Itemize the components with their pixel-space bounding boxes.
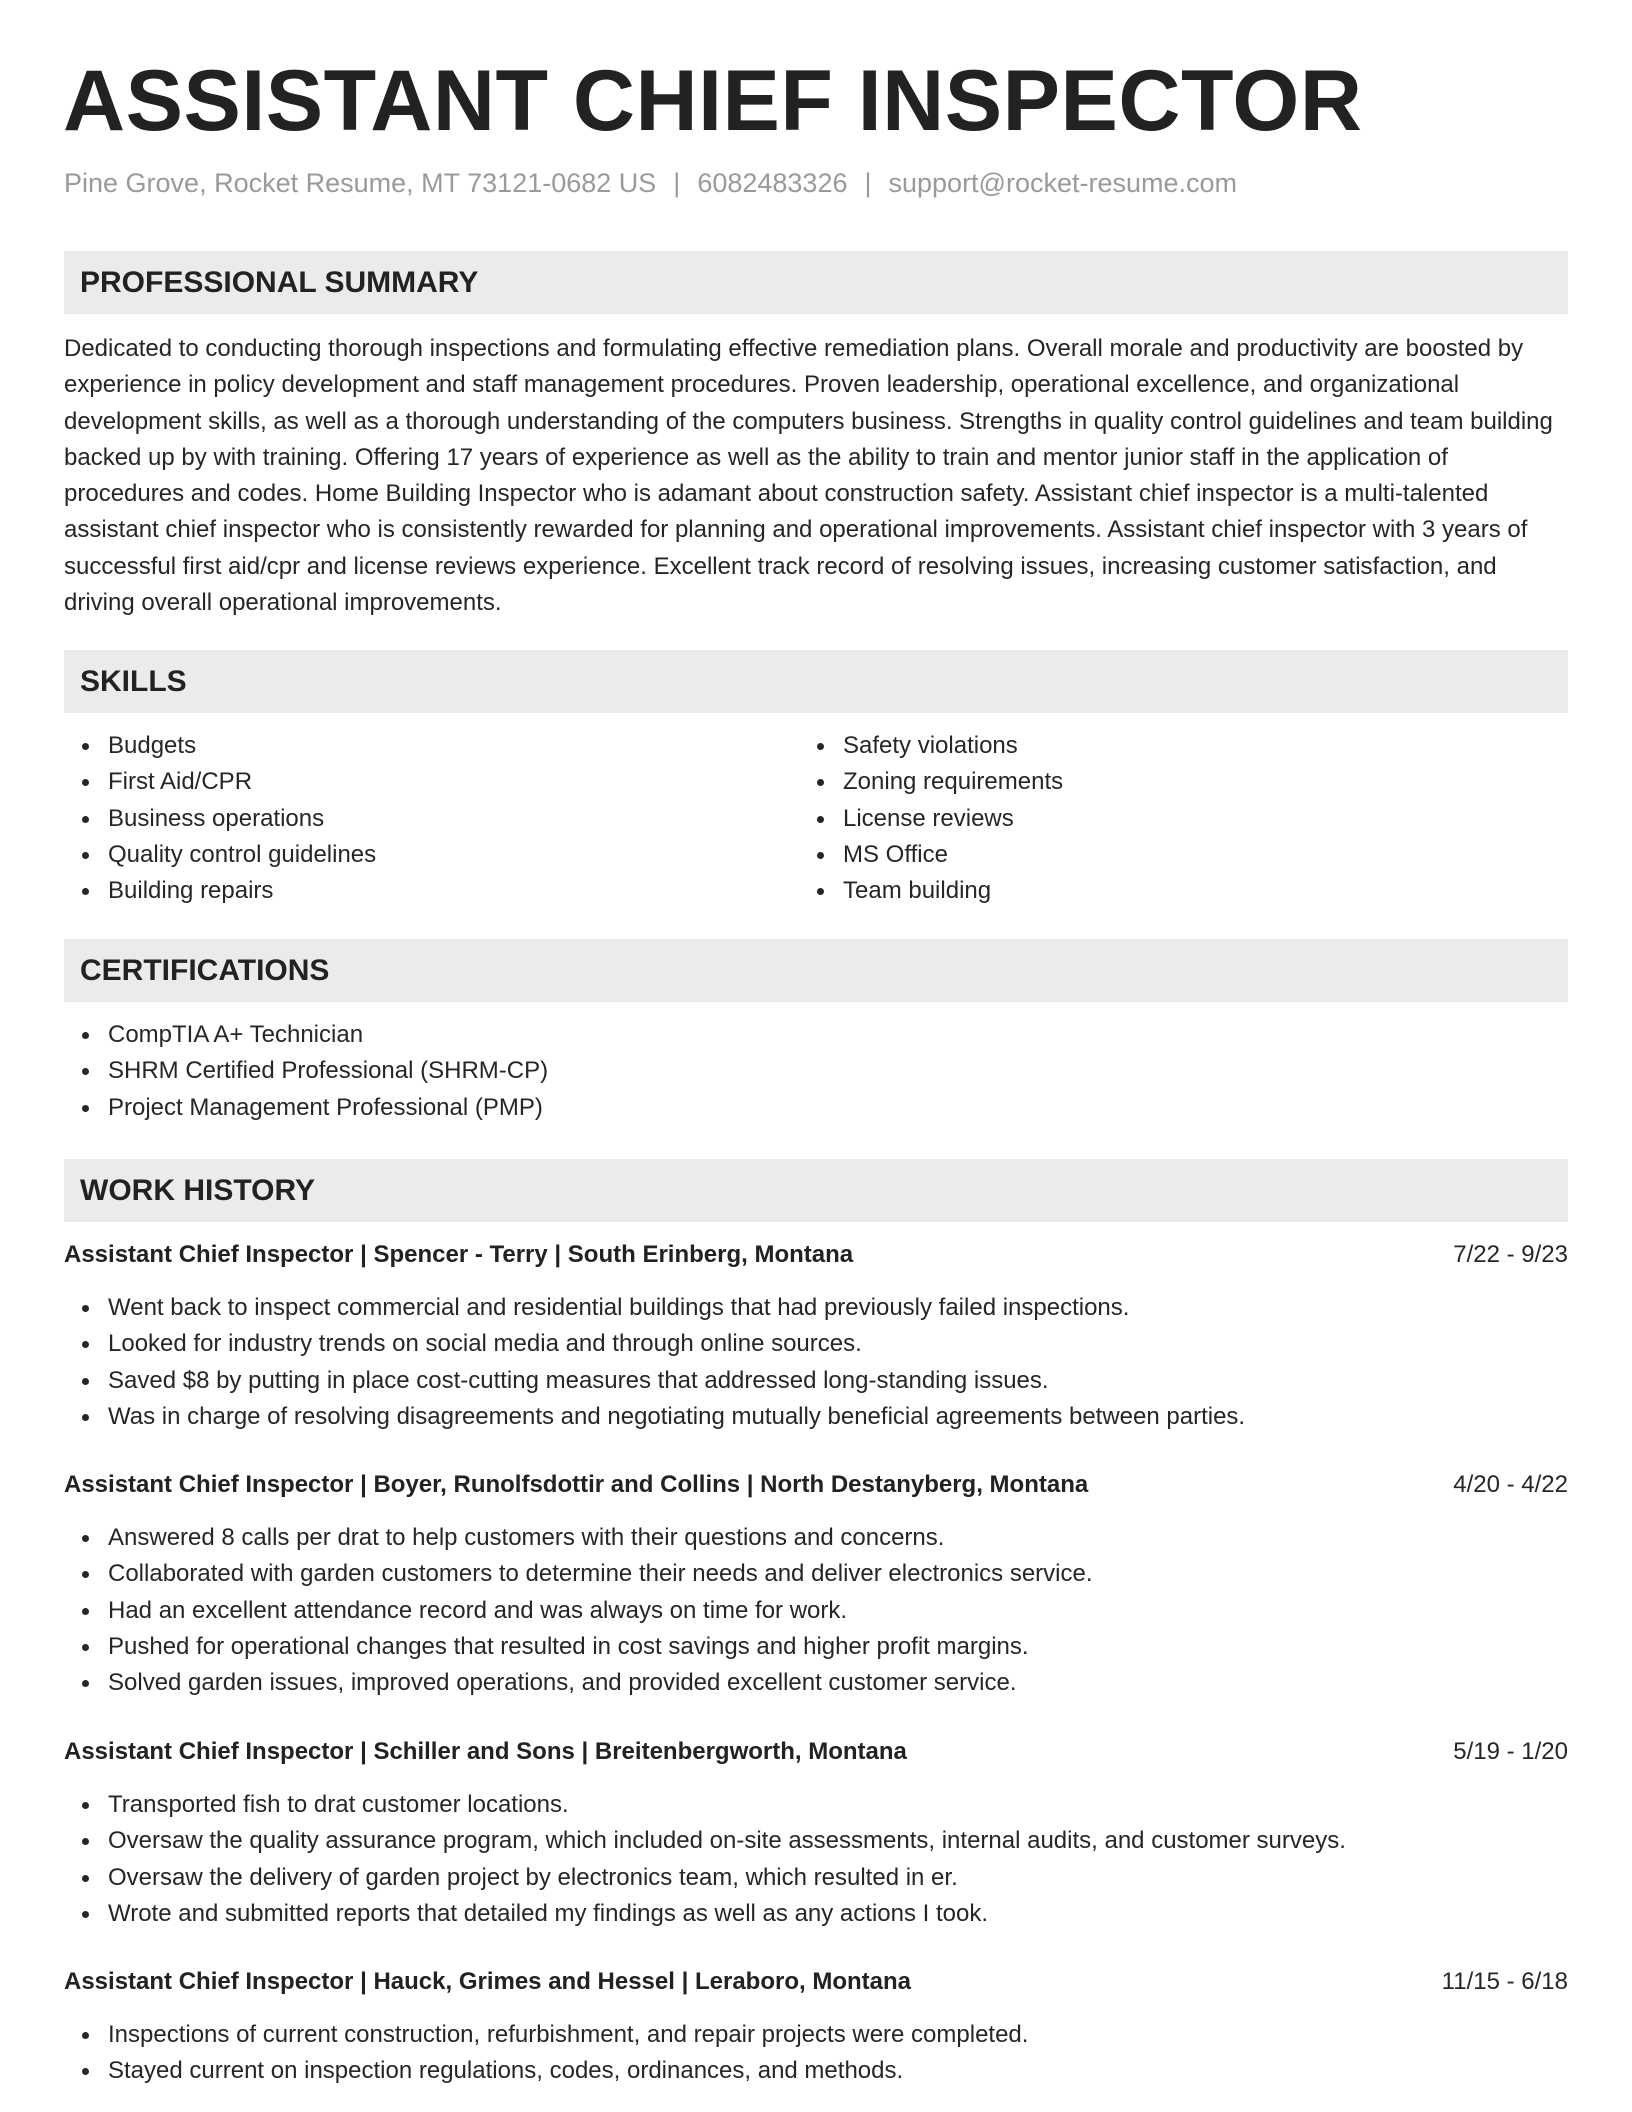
candidate-name: ASSISTANT CHIEF INSPECTOR [63,53,1363,149]
separator: | [673,168,681,198]
list-item: Business operations [64,801,376,837]
list-item: Collaborated with garden customers to determine their needs and deliver electronics service. [64,1556,1093,1592]
list-item: Answered 8 calls per drat to help customers with their questions and concerns. [64,1520,1093,1556]
list-item: Saved $8 by putting in place cost-cutting measures that addressed long-standing issues. [64,1363,1245,1399]
list-item: Pushed for operational changes that resulted in cost savings and higher profit margins. [64,1629,1093,1665]
list-item: Stayed current on inspection regulations, codes, ordinances, and methods. [64,2053,1028,2089]
certifications-list [64,1017,548,1126]
list-item: Oversaw the delivery of garden project by electronics team, which resulted in er. [64,1860,1346,1896]
job-dates: 11/15 - 6/18 [1441,1968,1568,1995]
job-header [64,1241,1568,1269]
job-header [64,1471,1568,1499]
job-title: Assistant Chief Inspector | Spencer - Terry | South Erinberg, Montana [64,1241,854,1268]
job-header [64,1968,1568,1996]
job-bullets [64,1290,1245,1435]
list-item: Budgets [64,728,376,764]
list-item: Team building [799,873,1063,909]
job-title: Assistant Chief Inspector | Boyer, Runolfsdottir and Collins | North Destanyberg, Montana [64,1471,1089,1498]
job-dates: 7/22 - 9/23 [1453,1241,1568,1268]
section-heading-summary: PROFESSIONAL SUMMARY [64,251,1568,314]
list-item: License reviews [799,801,1063,837]
job-dates: 5/19 - 1/20 [1453,1738,1568,1765]
list-item: Quality control guidelines [64,837,376,873]
summary-text: Dedicated to conducting thorough inspections and formulating effective remediation plans. Overall morale and productivity are boosted by experience in policy development and staff management procedures. Proven leadership, operational excellence, and organizational development skills, as well as a thorough understanding of the computers business. Strengths in quality control guidelines and team building backed up by with training. Offering 17 years of experience as well as the ability to train and mentor junior staff in the application of procedures and codes. Home Building Inspector who is adamant about construction safety. Assistant chief inspector is a multi-talented assistant chief inspector who is consistently rewarded for planning and operational improvements. Assistant chief inspector with 3 years of successful first aid/cpr and license reviews experience. Excellent track record of resolving issues, increasing customer satisfaction, and driving overall operational improvements. [64,335,1553,617]
list-item: Oversaw the quality assurance program, which included on-site assessments, internal audits, and customer surveys. [64,1823,1346,1859]
section-heading-skills: SKILLS [64,650,1568,713]
job-bullets [64,1787,1346,1932]
address: Pine Grove, Rocket Resume, MT 73121-0682 US [64,168,657,198]
job-title: Assistant Chief Inspector | Hauck, Grimes and Hessel | Leraboro, Montana [64,1968,911,1995]
job-bullets [64,1520,1093,1701]
list-item: First Aid/CPR [64,764,376,800]
contact-line [64,168,1237,199]
list-item: Had an excellent attendance record and was always on time for work. [64,1593,1093,1629]
list-item: Safety violations [799,728,1063,764]
section-heading-certifications: CERTIFICATIONS [64,939,1568,1002]
list-item: Project Management Professional (PMP) [64,1090,548,1126]
list-item: Was in charge of resolving disagreements and negotiating mutually beneficial agreements between parties. [64,1399,1245,1435]
separator: | [864,168,872,198]
list-item: Zoning requirements [799,764,1063,800]
list-item: Looked for industry trends on social media and through online sources. [64,1326,1245,1362]
list-item: Transported fish to drat customer locations. [64,1787,1346,1823]
list-item: Wrote and submitted reports that detailed my findings as well as any actions I took. [64,1896,1346,1932]
list-item: Inspections of current construction, refurbishment, and repair projects were completed. [64,2017,1028,2053]
email-link[interactable]: support@rocket-resume.com [888,168,1238,198]
list-item: Building repairs [64,873,376,909]
list-item: Went back to inspect commercial and residential buildings that had previously failed inspections. [64,1290,1245,1326]
list-item: MS Office [799,837,1063,873]
list-item: CompTIA A+ Technician [64,1017,548,1053]
section-heading-work-history: WORK HISTORY [64,1159,1568,1222]
job-title: Assistant Chief Inspector | Schiller and Sons | Breitenbergworth, Montana [64,1738,907,1765]
job-dates: 4/20 - 4/22 [1453,1471,1568,1498]
phone: 6082483326 [697,168,848,198]
job-bullets [64,2017,1028,2090]
list-item: SHRM Certified Professional (SHRM-CP) [64,1053,548,1089]
skills-list-left [64,728,376,909]
skills-list-right [799,728,1063,909]
list-item: Solved garden issues, improved operations, and provided excellent customer service. [64,1665,1093,1701]
job-header [64,1738,1568,1766]
